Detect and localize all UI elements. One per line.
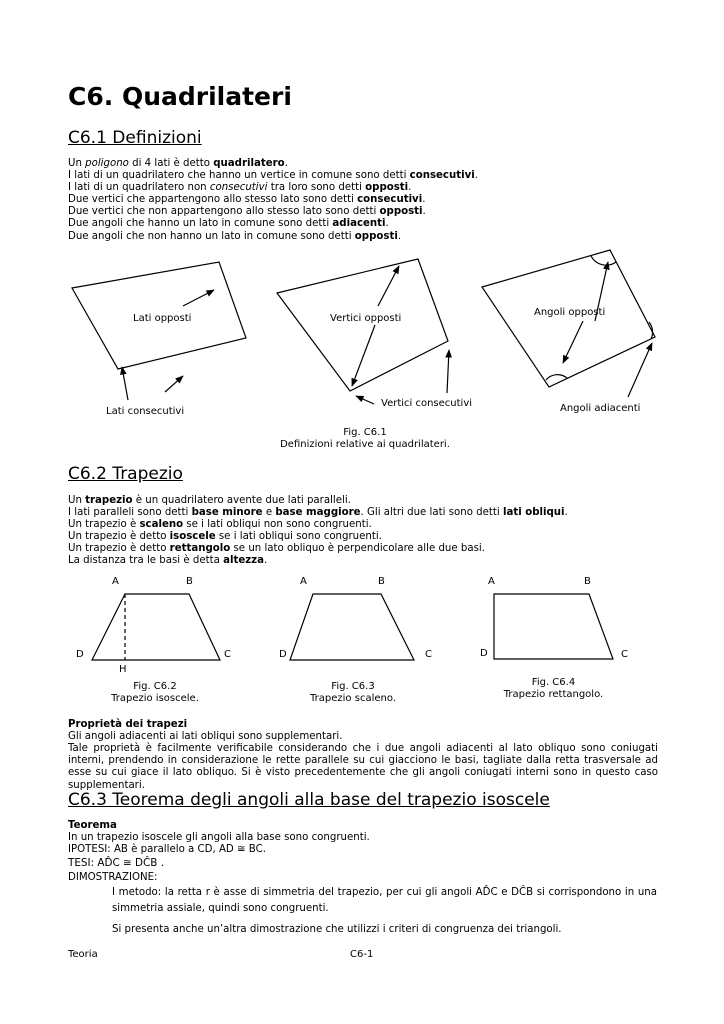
definition-line: I lati di un quadrilatero non consecutivi tra loro sono detti opposti. <box>68 182 412 194</box>
label-vertici-opposti: Vertici opposti <box>330 313 402 324</box>
quadrilateral-vertici <box>277 259 448 391</box>
trapezoid-rettangolo <box>494 594 613 659</box>
trapezio-line: Un trapezio è detto rettangolo se un lato obliquo è perpendicolare alle due basi. <box>68 543 485 555</box>
section-heading-trapezio: C6.2 Trapezio <box>68 464 183 484</box>
figure-caption-c6-4: Fig. C6.4 Trapezio rettangolo. <box>503 677 604 700</box>
proprieta-title: Proprietà dei trapezi <box>68 719 188 730</box>
definition-line: Due vertici che appartengono allo stesso lato sono detti consecutivi. <box>68 194 426 206</box>
vertex-label-a: A <box>488 576 495 587</box>
proprieta-line: Gli angoli adiacenti ai lati obliqui sono supplementari. <box>68 731 343 743</box>
page-title: C6. Quadrilateri <box>68 82 292 111</box>
vertex-label-a: A <box>112 576 119 587</box>
vertex-label-b: B <box>186 576 193 587</box>
definitions-paragraph <box>68 158 668 243</box>
figure-caption-c6-1: Fig. C6.1 Definizioni relative ai quadrilateri. <box>280 427 450 450</box>
metodo-1-text: I metodo: la retta r è asse di simmetria del trapezio, per cui gli angoli AD̂C e DĈB si corrispondono in una simmetria assiale, quindi sono congruenti. <box>112 887 657 914</box>
label-vertici-consecutivi: Vertici consecutivi <box>381 398 473 409</box>
teorema-title: Teorema <box>68 820 117 831</box>
trapezio-paragraph <box>68 495 668 568</box>
figure-caption-c6-3: Fig. C6.3 Trapezio scaleno. <box>310 681 396 704</box>
definition-line: Un poligono di 4 lati è detto quadrilatero. <box>68 158 288 169</box>
definition-line: I lati di un quadrilatero che hanno un vertice in comune sono detti consecutivi. <box>68 170 478 182</box>
vertex-label-b: B <box>378 576 385 587</box>
proprieta-block <box>68 719 668 743</box>
trapezio-line: La distanza tra le basi è detta altezza. <box>68 555 268 567</box>
vertex-label-c: C <box>425 649 432 660</box>
definition-line: Due angoli che non hanno un lato in comune sono detti opposti. <box>68 230 402 242</box>
footer-page-number: C6-1 <box>350 949 374 960</box>
trapezio-line: Un trapezio è detto isoscele se i lati obliqui sono congruenti. <box>68 531 382 543</box>
label-angoli-adiacenti: Angoli adiacenti <box>560 403 641 414</box>
label-lati-consecutivi: Lati consecutivi <box>106 406 185 417</box>
vertex-label-d: D <box>76 649 84 660</box>
vertex-label-c: C <box>621 649 628 660</box>
trapezio-line: I lati paralleli sono detti base minore e base maggiore. Gli altri due lati sono detti lati obliqui. <box>68 507 568 519</box>
trapezio-line: Un trapezio è un quadrilatero avente due lati paralleli. <box>68 495 351 506</box>
vertex-label-c: C <box>224 649 231 660</box>
trapezio-line: Un trapezio è scaleno se i lati obliqui non sono congruenti. <box>68 519 372 531</box>
vertex-label-d: D <box>480 648 488 659</box>
figure-caption-c6-2: Fig. C6.2 Trapezio isoscele. <box>111 681 199 704</box>
vertex-label-b: B <box>584 576 591 587</box>
metodo-2-text: Si presenta anche un’altra dimostrazione che utilizzi i criteri di congruenza dei triangoli. <box>112 924 562 935</box>
teorema-enunciato: In un trapezio isoscele gli angoli alla base sono congruenti. <box>68 832 370 844</box>
section-heading-teorema: C6.3 Teorema degli angoli alla base del trapezio isoscele <box>68 790 550 810</box>
teorema-tesi: TESI: AD̂C ≅ DĈB . <box>68 857 165 869</box>
teorema-block <box>68 820 668 856</box>
vertex-label-a: A <box>300 576 307 587</box>
footer-left: Teoria <box>68 949 98 960</box>
trapezoid-scaleno <box>290 594 414 660</box>
section-heading-definizioni: C6.1 Definizioni <box>68 128 202 148</box>
quadrilateral-angoli <box>482 250 655 387</box>
label-angoli-opposti: Angoli opposti <box>534 307 606 318</box>
proprieta-text: Tale proprietà è facilmente verificabile considerando che i due angoli adiacenti al lato obliquo sono coniugati interni, prendendo in considerazione le rette parallele su cui giacciono le basi, tagliate dalla retta trasversale ad esse su cui giace il lato obliquo. Si è visto precedentemente che gli angoli coniugati interni sono in questo caso supplementari. <box>68 743 658 791</box>
vertex-label-d: D <box>279 649 287 660</box>
teorema-dimostrazione: DIMOSTRAZIONE: <box>68 872 158 883</box>
definition-line: Due vertici che non appartengono allo stesso lato sono detti opposti. <box>68 206 426 218</box>
teorema-ipotesi: IPOTESI: AB è parallelo a CD, AD ≅ BC. <box>68 844 266 856</box>
label-lati-opposti: Lati opposti <box>133 313 192 324</box>
trapezoid-isoscele <box>92 594 220 660</box>
vertex-label-h: H <box>119 664 127 675</box>
definition-line: Due angoli che hanno un lato in comune sono detti adiacenti. <box>68 218 389 230</box>
